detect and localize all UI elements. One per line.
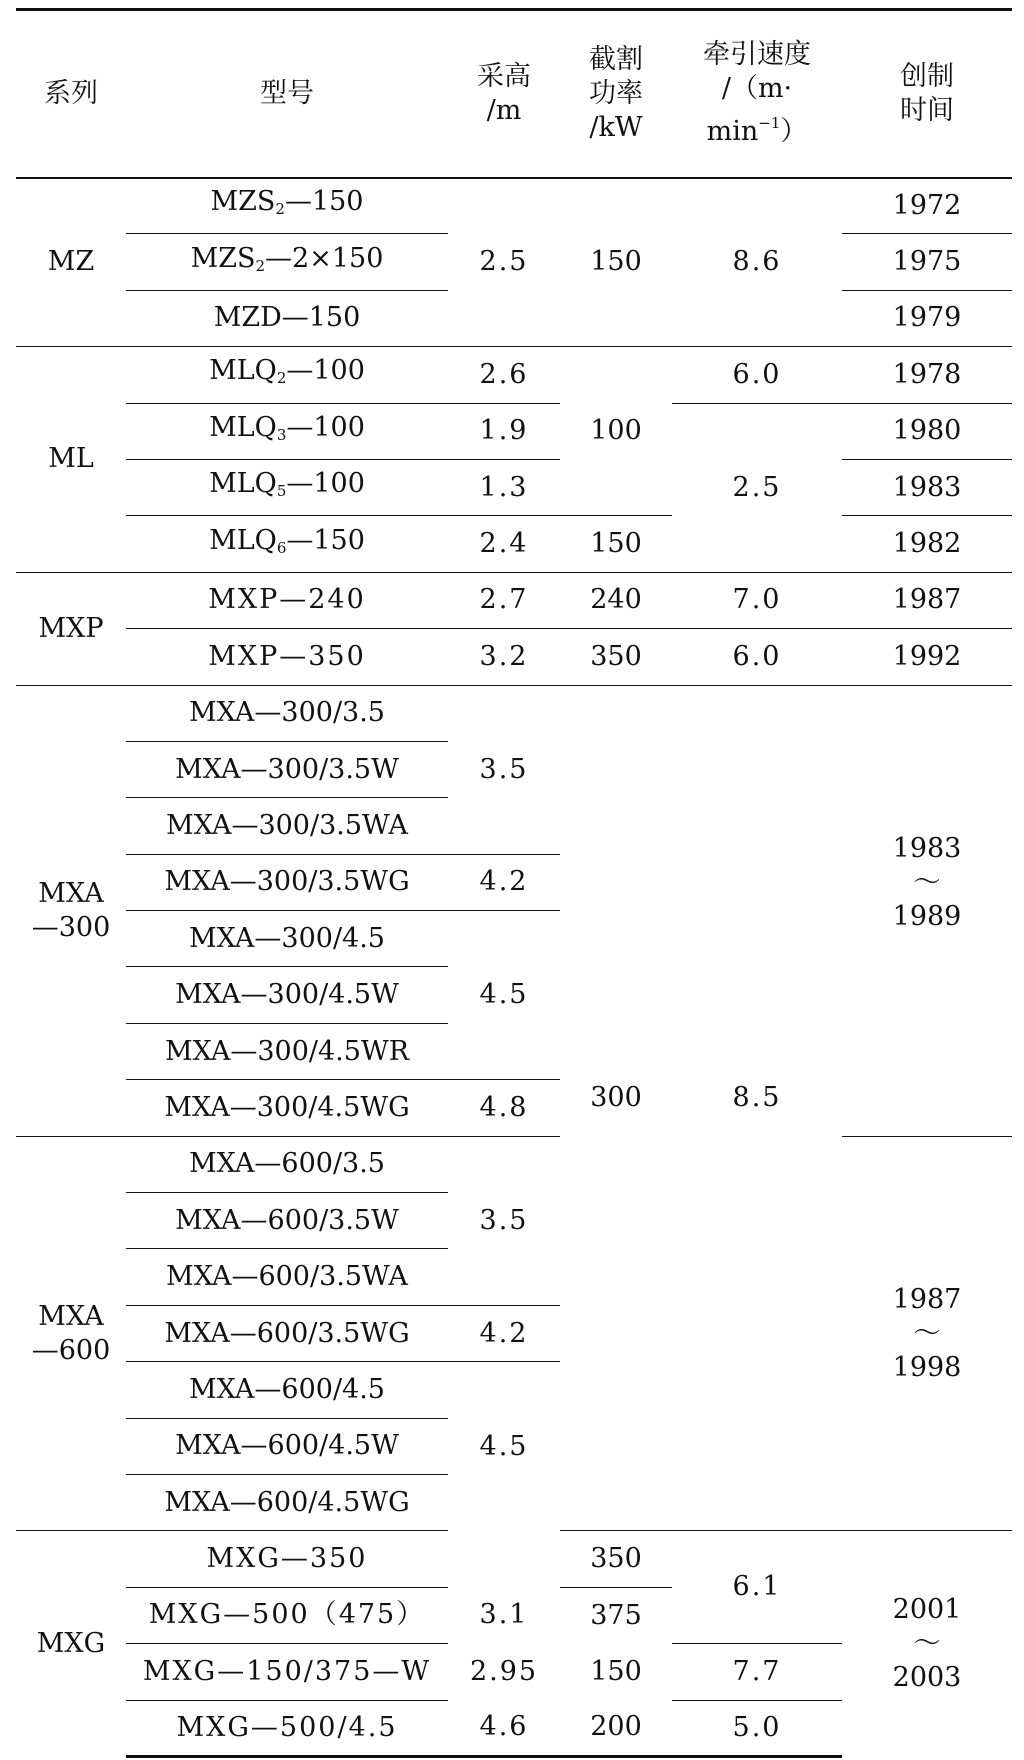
- series-cell: MXP: [16, 572, 126, 685]
- table-body: [16, 178, 1012, 1757]
- model-cell: MXA—600/4.5: [126, 1362, 448, 1418]
- model-cell: $MLQ_5—100$: [126, 459, 448, 515]
- model-cell: MXG—500（475）: [126, 1587, 448, 1643]
- model-cell: $MLQ_3—100$: [126, 403, 448, 459]
- height-cell: 3.1: [479, 1599, 529, 1631]
- height-cell-empty: [448, 1531, 560, 1587]
- height-cell: 1.9: [448, 403, 560, 459]
- series-cell: MXG: [16, 1531, 126, 1757]
- speed-cell: 7.7: [672, 1644, 842, 1700]
- speed-cell: 8.6: [672, 178, 842, 347]
- year-cell: 1975: [842, 234, 1012, 290]
- header-power: 截割 功率 /kW: [560, 10, 672, 178]
- height-cell: 2.6: [448, 347, 560, 403]
- table-row: [16, 685, 1012, 741]
- model-cell: MXA—300/3.5: [126, 685, 448, 741]
- table-row: [16, 178, 1012, 234]
- height-cell: 4.5: [448, 911, 560, 1080]
- year-cell: 1978: [842, 347, 1012, 403]
- model-cell: MXA—600/3.5WA: [126, 1249, 448, 1305]
- model-cell: MXA—600/3.5W: [126, 1193, 448, 1249]
- height-cell: 4.8: [448, 1080, 560, 1136]
- model-cell: MXA—300/3.5WG: [126, 854, 448, 910]
- header-row: [16, 10, 1012, 178]
- speed-cell: 7.0: [672, 572, 842, 628]
- height-cell: 3.5: [448, 685, 560, 854]
- header-model: 型号: [126, 10, 448, 178]
- height-cell: 2.95: [469, 1655, 539, 1687]
- series-cell: MZ: [16, 178, 126, 347]
- shearer-models-table: [16, 8, 1012, 1758]
- table-header: [16, 10, 1012, 178]
- power-cell: 100: [560, 347, 672, 516]
- year-cell: 1979: [842, 290, 1012, 346]
- year-cell: 1983: [842, 459, 1012, 515]
- model-cell: MXG—150/375—W: [126, 1644, 448, 1700]
- height-cell: 4.2: [448, 1305, 560, 1361]
- model-cell: MXA—600/3.5WG: [126, 1305, 448, 1361]
- model-cell: MXA—600/3.5: [126, 1136, 448, 1192]
- table-row: [16, 572, 1012, 628]
- height-cell: 3.2: [448, 629, 560, 685]
- year-cell: 1972: [842, 178, 1012, 234]
- table-row: [16, 459, 1012, 515]
- power-cell: 150: [560, 178, 672, 347]
- model-cell: MXG—500/4.5: [126, 1700, 448, 1756]
- header-speed: 牵引速度 /（m· $\min^{-1}$）: [672, 10, 842, 178]
- model-cell: MZD—150: [126, 290, 448, 346]
- height-cell: 2.5: [448, 178, 560, 347]
- model-cell: $MZS_2—2\times 150$: [126, 234, 448, 290]
- year-cell: 1987 ～ 1998: [842, 1136, 1012, 1531]
- table-row: [16, 1531, 1012, 1587]
- power-cell: 150: [590, 1655, 642, 1687]
- year-cell: 1987: [842, 572, 1012, 628]
- model-cell: $MLQ_6—150$: [126, 516, 448, 572]
- model-cell: MXA—600/4.5WG: [126, 1474, 448, 1530]
- power-cell: 350: [560, 1531, 672, 1587]
- power-cell: 150: [560, 516, 672, 572]
- model-cell: MXG—350: [126, 1531, 448, 1587]
- height-cell: 2.4: [448, 516, 560, 572]
- model-cell: MXA—300/4.5WR: [126, 1023, 448, 1079]
- model-cell: MXA—300/4.5: [126, 911, 448, 967]
- model-cell: $MLQ_2—100$: [126, 347, 448, 403]
- model-cell: MXA—600/4.5W: [126, 1418, 448, 1474]
- power-cell: 300: [560, 685, 672, 1531]
- height-cell: 3.5: [448, 1136, 560, 1305]
- power-cell: 200: [560, 1700, 672, 1756]
- series-cell: MXA —600: [16, 1136, 126, 1531]
- table-row: [16, 516, 1012, 572]
- model-cell: MXA—300/3.5W: [126, 741, 448, 797]
- year-cell: 1992: [842, 629, 1012, 685]
- speed-cell: 8.5: [672, 685, 842, 1531]
- year-cell: 2001 ～ 2003: [842, 1531, 1012, 1757]
- speed-cell: 2.5: [672, 403, 842, 572]
- speed-cell: 5.0: [672, 1700, 842, 1756]
- height-cell: 4.2: [448, 854, 560, 910]
- model-cell: MXP—350: [126, 629, 448, 685]
- power-cell: 375: [560, 1587, 672, 1643]
- height-cell: 4.6: [448, 1700, 560, 1756]
- height-cell: 4.5: [448, 1362, 560, 1531]
- header-height: 采高 /m: [448, 10, 560, 178]
- year-cell: 1983 ～ 1989: [842, 685, 1012, 1136]
- speed-cell: 6.0: [672, 347, 842, 403]
- speed-cell: 6.0: [672, 629, 842, 685]
- series-cell: ML: [16, 347, 126, 573]
- height-cell: 1.3: [448, 459, 560, 515]
- model-cell: MXP—240: [126, 572, 448, 628]
- model-cell: $MZS_2—150$: [126, 178, 448, 234]
- table-row: [16, 1136, 1012, 1192]
- series-cell: MXA —300: [16, 685, 126, 1136]
- year-cell: 1982: [842, 516, 1012, 572]
- header-year: 创制 时间: [842, 10, 1012, 178]
- header-series: 系列: [16, 10, 126, 178]
- model-cell: MXA—300/4.5W: [126, 967, 448, 1023]
- table-row: [16, 403, 1012, 459]
- shearer-table-container: [16, 8, 1012, 1748]
- power-cell: 350: [560, 629, 672, 685]
- model-cell: MXA—300/3.5WA: [126, 798, 448, 854]
- height-cell: 2.7: [448, 572, 560, 628]
- table-row: [16, 629, 1012, 685]
- model-cell: MXA—300/4.5WG: [126, 1080, 448, 1136]
- year-cell: 1980: [842, 403, 1012, 459]
- table-row: [16, 347, 1012, 403]
- speed-cell: 6.1: [672, 1531, 842, 1644]
- power-cell: 240: [560, 572, 672, 628]
